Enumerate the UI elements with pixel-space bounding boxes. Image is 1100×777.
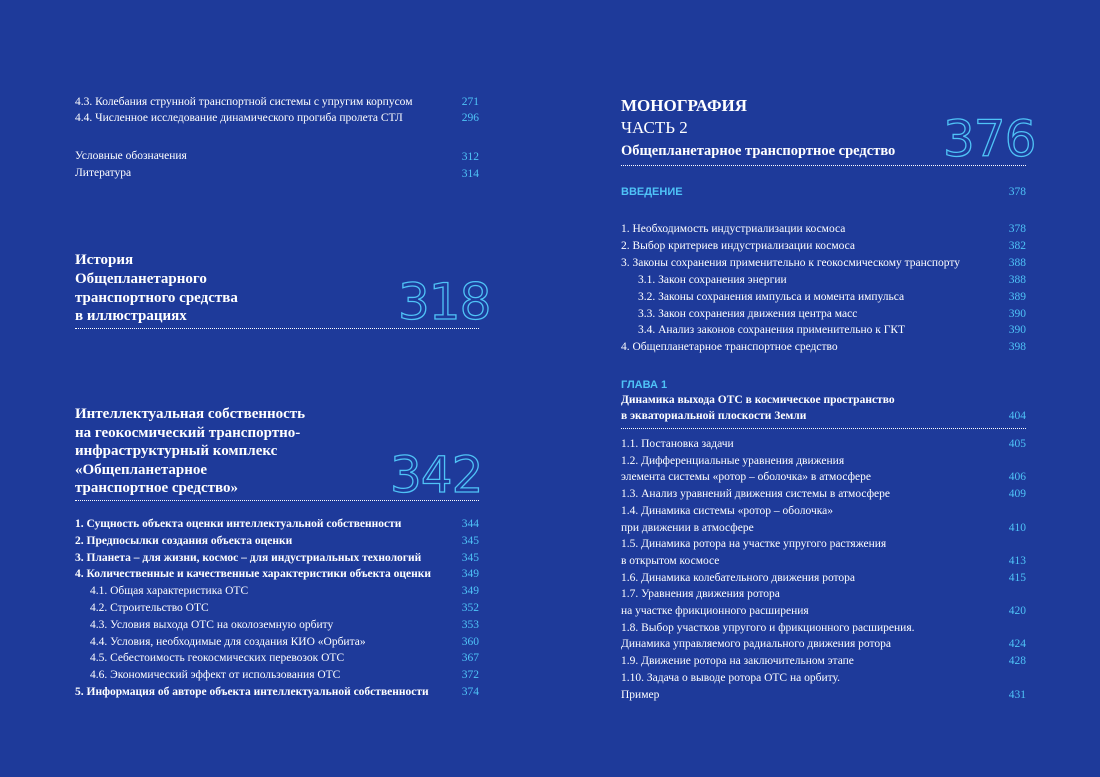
toc-entry-page[interactable]: 314 <box>461 168 479 180</box>
toc-entry-label[interactable]: 3.1. Закон сохранения энергии <box>638 273 787 286</box>
toc-entry-label[interactable]: 1.8. Выбор участков упругого и фрикционного расширения. <box>621 621 915 634</box>
toc-entry-label[interactable]: 4. Общепланетарное транспортное средство <box>621 341 838 354</box>
toc-entry-page[interactable]: 360 <box>461 635 479 648</box>
toc-entry-label[interactable]: 3. Планета – для жизни, космос – для индустриальных технологий <box>75 551 422 564</box>
toc-entry-label[interactable]: 2. Предпосылки создания объекта оценки <box>75 534 293 547</box>
toc-entry-page[interactable]: 367 <box>461 652 479 665</box>
chapter-title-line[interactable]: Динамика выхода ОТС в космическое пространство <box>621 394 895 406</box>
toc-entry-page[interactable]: 345 <box>461 551 479 564</box>
toc-entry-label[interactable]: 4.3. Условия выхода ОТС на околоземную орбиту <box>90 618 334 631</box>
toc-entry-label[interactable]: 3.3. Закон сохранения движения центра масс <box>638 307 858 320</box>
toc-entry-label[interactable]: при движении в атмосфере <box>621 521 754 534</box>
toc-entry-page[interactable]: 428 <box>1008 655 1026 668</box>
toc-entry-label[interactable]: 1.2. Дифференциальные уравнения движения <box>621 454 845 467</box>
toc-entry-label[interactable]: 4.2. Строительство ОТС <box>90 602 209 614</box>
toc-entry-label[interactable]: элемента системы «ротор – оболочка» в атмосфере <box>621 471 872 484</box>
toc-entry-page[interactable]: 405 <box>1008 438 1026 450</box>
ip-title-line: транспортное средство» <box>75 480 238 496</box>
toc-entry-label[interactable]: в открытом космосе <box>621 554 720 567</box>
toc-entry-label[interactable]: 3. Законы сохранения применительно к геокосмическому транспорту <box>621 256 960 269</box>
toc-entry-page[interactable]: 353 <box>461 618 479 631</box>
toc-entry-label[interactable]: 3.4. Анализ законов сохранения применительно к ГКТ <box>638 324 906 337</box>
toc-entry-page[interactable]: 349 <box>461 568 479 581</box>
toc-entry-page[interactable]: 413 <box>1008 554 1026 567</box>
history-title-line: в иллюстрациях <box>75 308 187 324</box>
toc-entry-page[interactable]: 312 <box>461 151 479 163</box>
toc-entry-page[interactable]: 390 <box>1008 324 1026 337</box>
section-divider <box>621 165 1026 166</box>
toc-entry-page[interactable]: 352 <box>461 602 479 614</box>
toc-entry-page[interactable]: 406 <box>1008 471 1026 484</box>
history-title-line: История <box>75 252 134 268</box>
toc-entry-page[interactable]: 345 <box>461 534 479 547</box>
ip-title-line: «Общепланетарное <box>75 462 208 478</box>
intro-page[interactable]: 378 <box>1008 186 1026 198</box>
monograph-part: ЧАСТЬ 2 <box>621 118 688 137</box>
toc-entry-label[interactable]: 4.5. Себестоимость геокосмических перевозок ОТС <box>90 652 345 665</box>
monograph-page-number: 376 <box>943 110 1036 168</box>
toc-entry-page[interactable]: 344 <box>461 518 479 530</box>
ip-title-line: на геокосмический транспортно- <box>75 425 301 441</box>
toc-entry-label[interactable]: Литература <box>75 167 132 179</box>
toc-entry-label[interactable]: Пример <box>621 688 660 701</box>
toc-entry-page[interactable]: 388 <box>1008 256 1026 269</box>
toc-entry-page[interactable]: 410 <box>1008 521 1026 534</box>
chapter-title-line[interactable]: в экваториальной плоскости Земли <box>621 410 807 422</box>
history-title-line: Общепланетарного <box>75 271 207 287</box>
intro-heading[interactable]: ВВЕДЕНИЕ <box>621 186 683 198</box>
toc-entry-page[interactable]: 349 <box>461 585 479 598</box>
toc-entry-label[interactable]: 4.3. Колебания струнной транспортной системы с упругим корпусом <box>75 96 413 108</box>
toc-entry-page[interactable]: 378 <box>1008 223 1026 235</box>
toc-entry-label[interactable]: 1.6. Динамика колебательного движения ротора <box>621 571 856 584</box>
toc-entry-page[interactable]: 390 <box>1008 307 1026 320</box>
toc-entry-page[interactable]: 424 <box>1008 638 1026 651</box>
section-divider <box>75 328 479 329</box>
toc-entry-label[interactable]: 4.4. Условия, необходимые для создания КИО «Орбита» <box>90 635 366 648</box>
toc-entry-label[interactable]: 4. Количественные и качественные характеристики объекта оценки <box>75 568 432 581</box>
toc-entry-label[interactable]: 4.6. Экономический эффект от использования ОТС <box>90 669 341 682</box>
ip-title-line: Интеллектуальная собственность <box>75 406 306 422</box>
toc-entry-label[interactable]: 1.5. Динамика ротора на участке упругого растяжения <box>621 538 887 551</box>
toc-entry-label[interactable]: 1.9. Движение ротора на заключительном этапе <box>621 655 854 668</box>
toc-entry-page[interactable]: 296 <box>461 112 479 124</box>
history-page-number: 318 <box>398 273 491 331</box>
toc-entry-label[interactable]: 1.7. Уравнения движения ротора <box>621 588 780 601</box>
toc-entry-page[interactable]: 382 <box>1008 239 1026 252</box>
monograph-subtitle: Общепланетарное транспортное средство <box>621 143 896 159</box>
right-page <box>550 0 1100 777</box>
section-divider <box>75 500 479 501</box>
toc-entry-page[interactable]: 398 <box>1008 341 1026 354</box>
toc-entry-label[interactable]: 1.4. Динамика системы «ротор – оболочка» <box>621 504 833 517</box>
toc-entry-page[interactable]: 389 <box>1008 290 1026 303</box>
toc-entry-label[interactable]: 1.10. Задача о выводе ротора ОТС на орбиту. <box>621 671 840 684</box>
toc-entry-label[interactable]: 4.4. Численное исследование динамического прогиба пролета СТЛ <box>75 112 403 124</box>
toc-entry-page[interactable]: 409 <box>1008 488 1026 501</box>
toc-entry-page[interactable]: 388 <box>1008 273 1026 286</box>
toc-entry-page[interactable]: 415 <box>1008 571 1026 584</box>
toc-entry-label[interactable]: 1.1. Постановка задачи <box>621 438 734 450</box>
toc-entry-page[interactable]: 374 <box>461 686 479 698</box>
section-divider <box>621 428 1026 429</box>
toc-entry-label[interactable]: 1.3. Анализ уравнений движения системы в атмосфере <box>621 488 891 501</box>
chapter-label[interactable]: ГЛАВА 1 <box>621 379 668 391</box>
chapter-page[interactable]: 404 <box>1008 410 1026 422</box>
toc-entry-label[interactable]: 2. Выбор критериев индустриализации космоса <box>621 239 856 252</box>
toc-entry-page[interactable]: 431 <box>1008 688 1026 701</box>
toc-entry-label[interactable]: 3.2. Законы сохранения импульса и момента импульса <box>638 290 905 303</box>
ip-title-line: инфраструктурный комплекс <box>75 443 278 459</box>
toc-entry-page[interactable]: 271 <box>461 96 479 108</box>
toc-entry-page[interactable]: 420 <box>1008 605 1026 617</box>
toc-entry-label[interactable]: 4.1. Общая характеристика ОТС <box>90 585 249 598</box>
toc-entry-label[interactable]: Динамика управляемого радиального движения ротора <box>621 638 891 651</box>
monograph-heading: МОНОГРАФИЯ <box>621 96 748 115</box>
history-title-line: транспортного средства <box>75 290 238 306</box>
toc-entry-label[interactable]: 1. Необходимость индустриализации космоса <box>621 223 846 235</box>
ip-page-number: 342 <box>390 446 483 504</box>
toc-entry-label[interactable]: на участке фрикционного расширения <box>621 605 809 617</box>
toc-entry-label[interactable]: Условные обозначения <box>75 150 187 162</box>
toc-entry-page[interactable]: 372 <box>461 669 479 682</box>
toc-entry-label[interactable]: 5. Информация об авторе объекта интеллектуальной собственности <box>75 686 429 698</box>
toc-entry-label[interactable]: 1. Сущность объекта оценки интеллектуальной собственности <box>75 518 402 530</box>
